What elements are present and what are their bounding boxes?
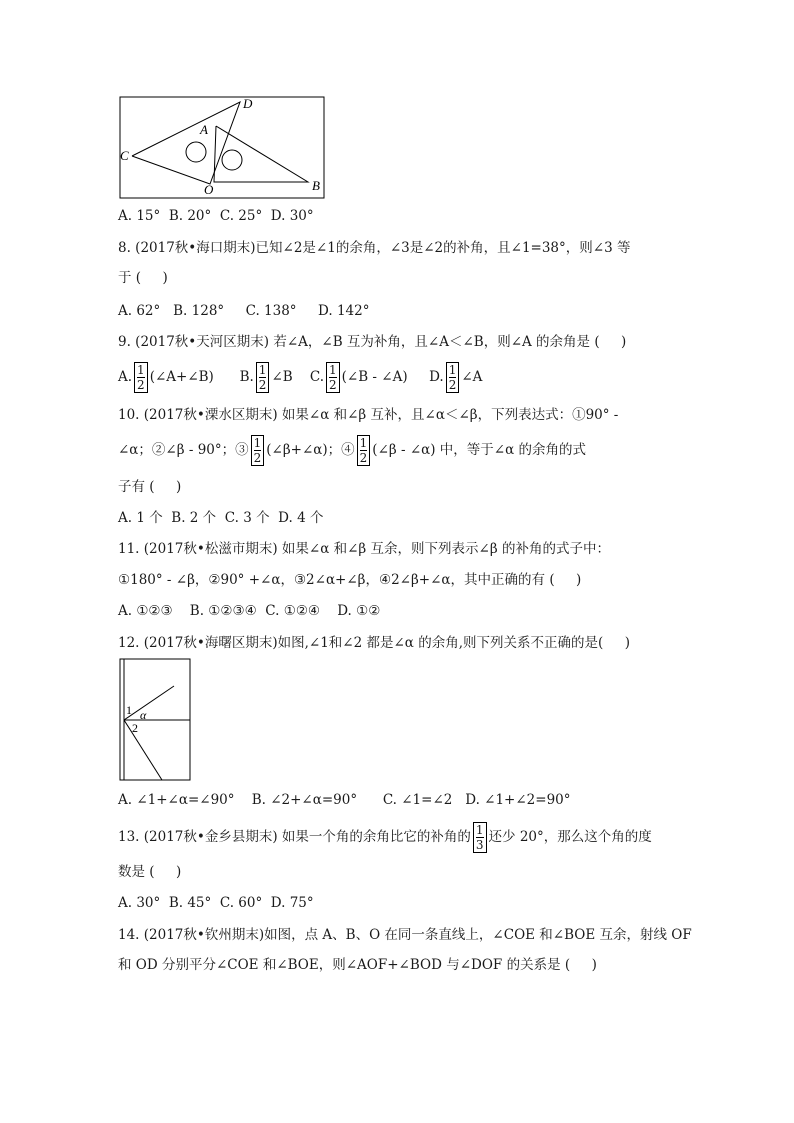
q10-line1: 10. (2017秋•溧水区期末) 如果∠α 和∠β 互补，且∠α＜∠β，下列表达式：①90° -	[118, 407, 619, 423]
q11-line1: 11. (2017秋•松滋市期末) 如果∠α 和∠β 互余，则下列表示∠β 的补角的式子中：	[118, 541, 610, 557]
q9-stem: 9. (2017秋•天河区期末) 若∠A，∠B 互为补角，且∠A＜∠B，则∠A 的余角是 ( )	[118, 334, 627, 350]
q11-options: A. ①②③ B. ①②③④ C. ①②④ D. ①②	[118, 603, 381, 619]
label-d: D	[243, 96, 253, 111]
q13-line1: 13. (2017秋•金乡县期末) 如果一个角的余角比它的补角的 $\frac{1}{3}$ 还少 20°，那么这个角的度	[118, 823, 652, 852]
q13-options: A. 30° B. 45° C. 60° D. 75°	[118, 895, 314, 911]
q14-line1: 14. (2017秋•钦州期末)如图，点 A、B、O 在同一条直线上，∠COE 和∠BOE 互余，射线 OF	[118, 927, 692, 943]
label-o: O	[204, 182, 214, 197]
fraction: $\frac{1}{2}$	[251, 435, 265, 466]
fraction: $\frac{1}{2}$	[256, 362, 270, 393]
fraction: $\frac{1}{2}$	[134, 362, 148, 393]
q7-options: A. 15° B. 20° C. 25° D. 30°	[118, 208, 314, 224]
label-alpha: α	[140, 708, 147, 722]
q12-options: A. ∠1+∠α=∠90° B. ∠2+∠α=90° C. ∠1=∠2 D. ∠1+∠2=90°	[118, 792, 571, 808]
figure-q7	[118, 96, 326, 200]
q8-line2: 于 ( )	[118, 270, 168, 286]
q8-line1: 8. (2017秋•海口期末)已知∠2是∠1的余角，∠3是∠2的补角，且∠1=38°，则∠3 等	[118, 240, 631, 256]
label-2: 2	[132, 721, 138, 735]
q9-options: A. $\frac{1}{2}$ (∠A+∠B) B. $\frac{1}{2}$ ∠B C. $\frac{1}{2}$ (∠B - ∠A) D. $\frac{1}{2}$ ∠A	[118, 363, 483, 392]
q13-line2: 数是 ( )	[118, 864, 182, 880]
q10-line2: ∠α；②∠β - 90°；③ $\frac{1}{2}$ (∠β+∠α)；④ $\frac{1}{2}$ (∠β - ∠α) 中，等于∠α 的余角的式	[118, 436, 587, 465]
q12-line1: 12. (2017秋•海曙区期末)如图,∠1和∠2 都是∠α 的余角,则下列关系不正确的是( )	[118, 635, 630, 651]
label-b: B	[312, 178, 320, 193]
fraction: $\frac{1}{2}$	[446, 362, 460, 393]
q8-options: A. 62° B. 128° C. 138° D. 142°	[118, 303, 370, 319]
q11-line2: ①180° - ∠β，②90° +∠α，③2∠α+∠β，④2∠β+∠α，其中正确的有 ( )	[118, 572, 582, 588]
label-1: 1	[126, 703, 132, 717]
fraction: $\frac{1}{3}$	[473, 822, 487, 853]
label-a: A	[200, 122, 208, 137]
fraction: $\frac{1}{2}$	[326, 362, 340, 393]
q10-options: A. 1 个 B. 2 个 C. 3 个 D. 4 个	[118, 510, 324, 526]
q10-line3: 子有 ( )	[118, 479, 182, 495]
fraction: $\frac{1}{2}$	[357, 435, 371, 466]
label-c: C	[120, 148, 129, 163]
q14-line2: 和 OD 分别平分∠COE 和∠BOE，则∠AOF+∠BOD 与∠DOF 的关系是 ( )	[118, 957, 597, 973]
figure-q12	[118, 658, 192, 782]
